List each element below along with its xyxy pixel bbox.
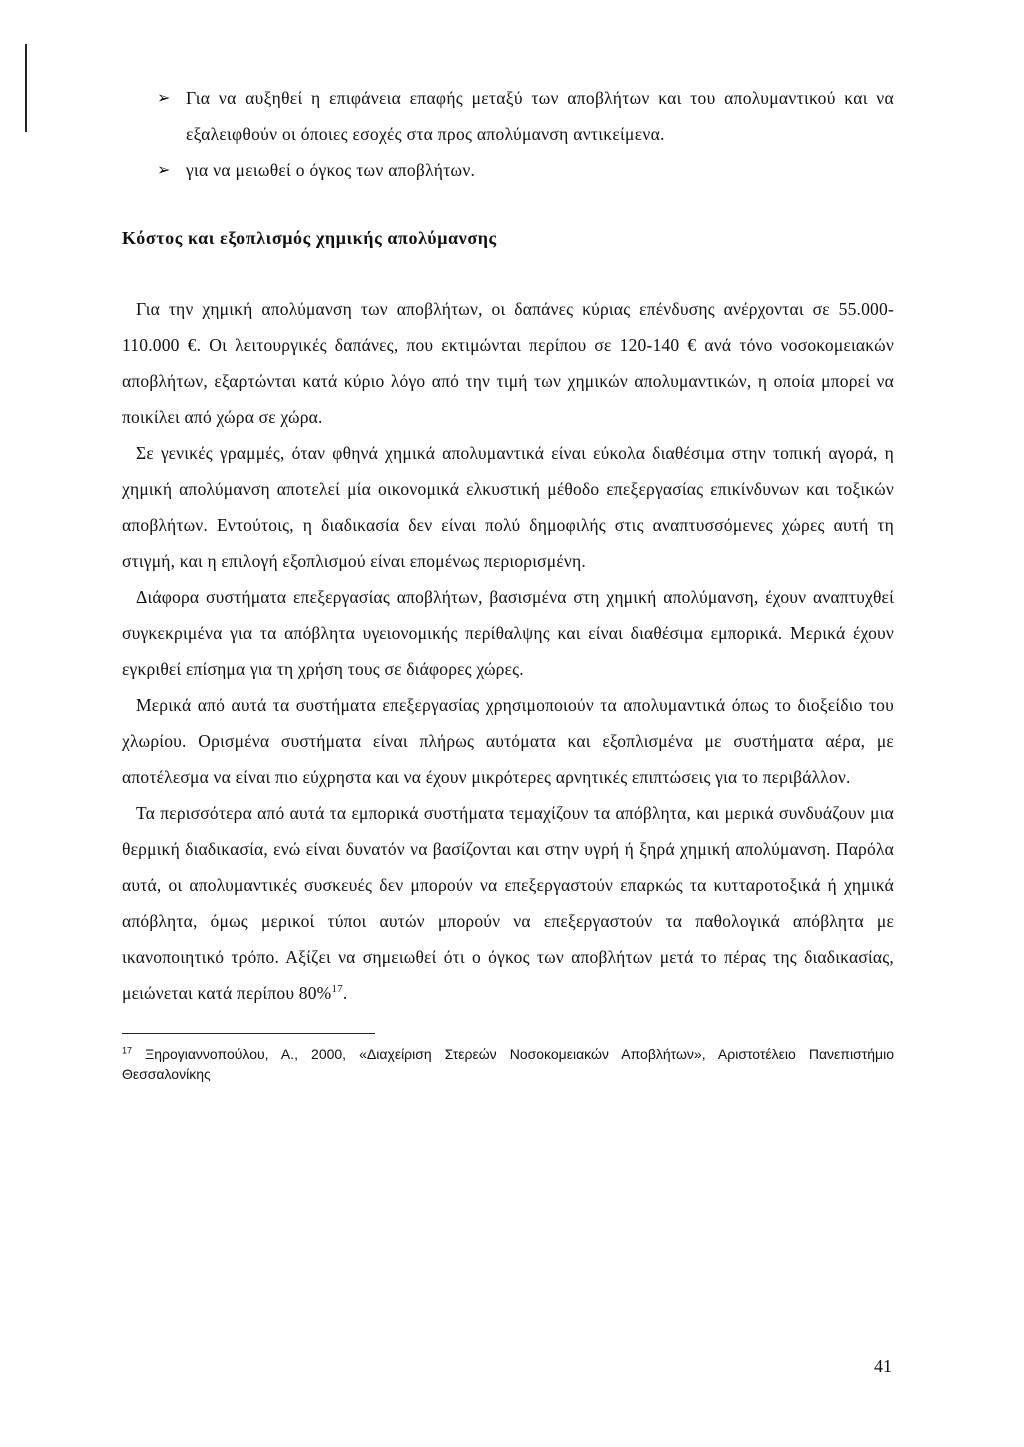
- paragraph: Σε γενικές γραμμές, όταν φθηνά χημικά απολυμαντικά είναι εύκολα διαθέσιμα στην τοπική αγορά, η χημική απολύμανση αποτελεί μία οικονομικά ελκυστική μέθοδο επεξεργασίας επικίνδυνων και τοξικών αποβλήτων. Εντούτοις, η διαδικασία δεν είναι πολύ δημοφιλής στις αναπτυσσόμενες χώρες αυτή τη στιγμή, και η επιλογή εξοπλισμού είναι επομένως περιορισμένη.: [122, 443, 894, 571]
- page-number: 41: [874, 1356, 892, 1376]
- arrow-bullet-icon: ➢: [157, 88, 171, 107]
- footnote: [122, 1044, 894, 1084]
- paragraph: Για την χημική απολύμανση των αποβλήτων, οι δαπάνες κύριας επένδυσης ανέρχονται σε 55.000-110.000 €. Οι λειτουργικές δαπάνες, που εκτιμώνται περίπου σε 120-140 € ανά τόνο νοσοκομειακών αποβλήτων, εξαρτώνται κατά κύριο λόγο από την τιμή των χημικών απολυμαντικών, η οποία μπορεί να ποικίλει από χώρα σε χώρα.: [122, 299, 894, 427]
- paragraph-end: .: [342, 983, 348, 1003]
- footnote-number: 17: [122, 1045, 133, 1056]
- paragraph-text: Τα περισσότερα από αυτά τα εμπορικά συστήματα τεμαχίζουν τα απόβλητα, και μερικά συνδυάζουν μια θερμική διαδικασία, ενώ είναι δυνατόν να βασίζονται και στην υγρή ή ξηρά χημική απολύμανση. Παρόλα αυτά, οι απολυμαντικές συσκευές δεν μπορούν να επεξεργαστούν επαρκώς τα κυτταροτοξικά ή χημικά απόβλητα, όμως μερικοί τύποι αυτών μπορούν να επεξεργαστούν τα παθολογικά απόβλητα με ικανοποιητικό τρόπο. Αξίζει να σημειωθεί ότι ο όγκος των αποβλήτων μετά το πέρας της διαδικασίας, μειώνεται κατά περίπου 80%: [122, 803, 894, 1003]
- paragraph: [122, 795, 894, 1011]
- margin-line: [25, 44, 27, 132]
- bullet-text: Για να αυξηθεί η επιφάνεια επαφής μεταξύ των αποβλήτων και του απολυμαντικού και να εξαλειφθούν οι όποιες εσοχές στα προς απολύμανση αντικείμενα.: [186, 88, 894, 144]
- footnote-reference: 17: [331, 983, 343, 996]
- bullet-item: [122, 152, 894, 188]
- footnote-text: Ξηρογιαννοπούλου, Α., 2000, «Διαχείριση Στερεών Νοσοκομειακών Αποβλήτων», Αριστοτέλειο Πανεπιστήμιο Θεσσαλονίκης: [122, 1046, 894, 1082]
- bullet-text: για να μειωθεί ο όγκος των αποβλήτων.: [186, 160, 476, 180]
- section-heading: Κόστος και εξοπλισμός χημικής απολύμανσης: [122, 228, 497, 248]
- document-page: [122, 80, 894, 1084]
- footnote-separator: [122, 1033, 375, 1034]
- arrow-bullet-icon: ➢: [157, 160, 171, 179]
- bullet-item: [122, 80, 894, 152]
- paragraph: Διάφορα συστήματα επεξεργασίας αποβλήτων, βασισμένα στη χημική απολύμανση, έχουν αναπτυχθεί συγκεκριμένα για τα απόβλητα υγειονομικής περίθαλψης και είναι διαθέσιμα εμπορικά. Μερικά έχουν εγκριθεί επίσημα για τη χρήση τους σε διάφορες χώρες.: [122, 587, 894, 679]
- paragraph: Μερικά από αυτά τα συστήματα επεξεργασίας χρησιμοποιούν τα απολυμαντικά όπως το διοξείδιο του χλωρίου. Ορισμένα συστήματα είναι πλήρως αυτόματα και εξοπλισμένα με συστήματα αέρα, με αποτέλεσμα να είναι πιο εύχρηστα και να έχουν μικρότερες αρνητικές επιπτώσεις για το περιβάλλον.: [122, 695, 894, 787]
